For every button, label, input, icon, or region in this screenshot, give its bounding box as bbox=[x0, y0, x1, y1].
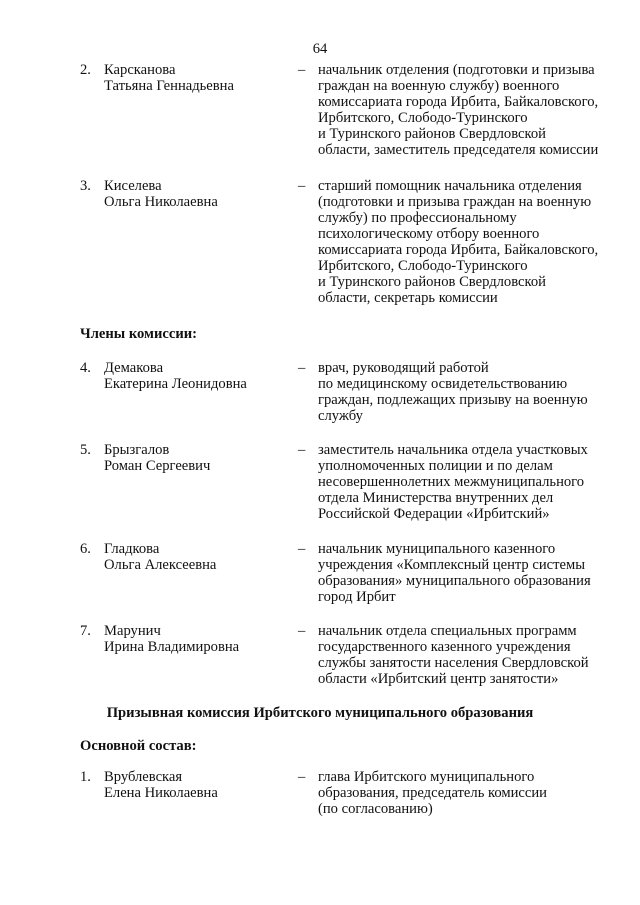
surname: Гладкова bbox=[104, 541, 160, 557]
item-number: 6. bbox=[80, 541, 91, 557]
role-line: области, заместитель председателя комиссии bbox=[318, 142, 599, 158]
dash: – bbox=[298, 360, 306, 376]
person-name bbox=[104, 442, 294, 474]
role-line: и Туринского районов Свердловской bbox=[318, 126, 546, 142]
surname: Киселева bbox=[104, 178, 162, 194]
role-line: уполномоченных полиции и по делам bbox=[318, 458, 553, 474]
given-name: Ольга Николаевна bbox=[104, 194, 218, 210]
position-description bbox=[318, 541, 616, 605]
person-name bbox=[104, 178, 294, 210]
role-line: государственного казенного учреждения bbox=[318, 639, 571, 655]
surname: Карсканова bbox=[104, 62, 176, 78]
person-name bbox=[104, 541, 294, 573]
position-description bbox=[318, 623, 616, 687]
role-line: (подготовки и призыва граждан на военную bbox=[318, 194, 592, 210]
role-line: службу bbox=[318, 408, 363, 424]
role-line: по медицинскому освидетельствованию bbox=[318, 376, 568, 392]
item-number: 2. bbox=[80, 62, 91, 78]
dash: – bbox=[298, 623, 306, 639]
position-description bbox=[318, 360, 616, 424]
role-line: учреждения «Комплексный центр системы bbox=[318, 557, 586, 573]
role-line: комиссариата города Ирбита, Байкаловского, bbox=[318, 242, 599, 258]
dash: – bbox=[298, 769, 306, 785]
dash: – bbox=[298, 178, 306, 194]
role-line: город Ирбит bbox=[318, 589, 396, 605]
person-name bbox=[104, 62, 294, 94]
role-line: области «Ирбитский центр занятости» bbox=[318, 671, 559, 687]
role-line: отдела Министерства внутренних дел bbox=[318, 490, 554, 506]
role-line: глава Ирбитского муниципального bbox=[318, 769, 535, 785]
person-name bbox=[104, 769, 294, 801]
item-number: 5. bbox=[80, 442, 91, 458]
role-line: заместитель начальника отдела участковых bbox=[318, 442, 588, 458]
item-number: 4. bbox=[80, 360, 91, 376]
role-line: Российской Федерации «Ирбитский» bbox=[318, 506, 550, 522]
person-name bbox=[104, 623, 294, 655]
position-description bbox=[318, 769, 616, 817]
role-line: несовершеннолетних межмуниципального bbox=[318, 474, 585, 490]
given-name: Ольга Алексеевна bbox=[104, 557, 217, 573]
dash: – bbox=[298, 442, 306, 458]
role-line: области, секретарь комиссии bbox=[318, 290, 498, 306]
page-number: 64 bbox=[312, 41, 328, 57]
role-line: комиссариата города Ирбита, Байкаловского, bbox=[318, 94, 599, 110]
members-heading: Члены комиссии: bbox=[80, 326, 198, 342]
item-number: 3. bbox=[80, 178, 91, 194]
role-line: образования» муниципального образования bbox=[318, 573, 591, 589]
role-line: Ирбитского, Слободо-Туринского bbox=[318, 110, 528, 126]
role-line: старший помощник начальника отделения bbox=[318, 178, 582, 194]
item-number: 7. bbox=[80, 623, 91, 639]
surname: Врублевская bbox=[104, 769, 183, 785]
main-composition-heading: Основной состав: bbox=[80, 738, 197, 754]
role-line: и Туринского районов Свердловской bbox=[318, 274, 546, 290]
given-name: Татьяна Геннадьевна bbox=[104, 78, 234, 94]
dash: – bbox=[298, 62, 306, 78]
role-line: (по согласованию) bbox=[318, 801, 433, 817]
given-name: Екатерина Леонидовна bbox=[104, 376, 247, 392]
surname: Демакова bbox=[104, 360, 164, 376]
given-name: Роман Сергеевич bbox=[104, 458, 211, 474]
role-line: психологическому отбору военного bbox=[318, 226, 540, 242]
commission-title: Призывная комиссия Ирбитского муниципального образования bbox=[106, 705, 534, 721]
position-description bbox=[318, 178, 616, 306]
item-number: 1. bbox=[80, 769, 91, 785]
role-line: начальник муниципального казенного bbox=[318, 541, 556, 557]
surname: Марунич bbox=[104, 623, 161, 639]
role-line: Ирбитского, Слободо-Туринского bbox=[318, 258, 528, 274]
given-name: Ирина Владимировна bbox=[104, 639, 240, 655]
role-line: врач, руководящий работой bbox=[318, 360, 489, 376]
dash: – bbox=[298, 541, 306, 557]
role-line: начальник отделения (подготовки и призыва bbox=[318, 62, 595, 78]
role-line: службы занятости населения Свердловской bbox=[318, 655, 589, 671]
role-line: образования, председатель комиссии bbox=[318, 785, 547, 801]
role-line: граждан, подлежащих призыву на военную bbox=[318, 392, 588, 408]
person-name bbox=[104, 360, 294, 392]
surname: Брызгалов bbox=[104, 442, 170, 458]
position-description bbox=[318, 442, 616, 522]
position-description bbox=[318, 62, 616, 158]
role-line: начальник отдела специальных программ bbox=[318, 623, 577, 639]
given-name: Елена Николаевна bbox=[104, 785, 218, 801]
role-line: граждан на военную службу) военного bbox=[318, 78, 560, 94]
role-line: службу) по профессиональному bbox=[318, 210, 517, 226]
